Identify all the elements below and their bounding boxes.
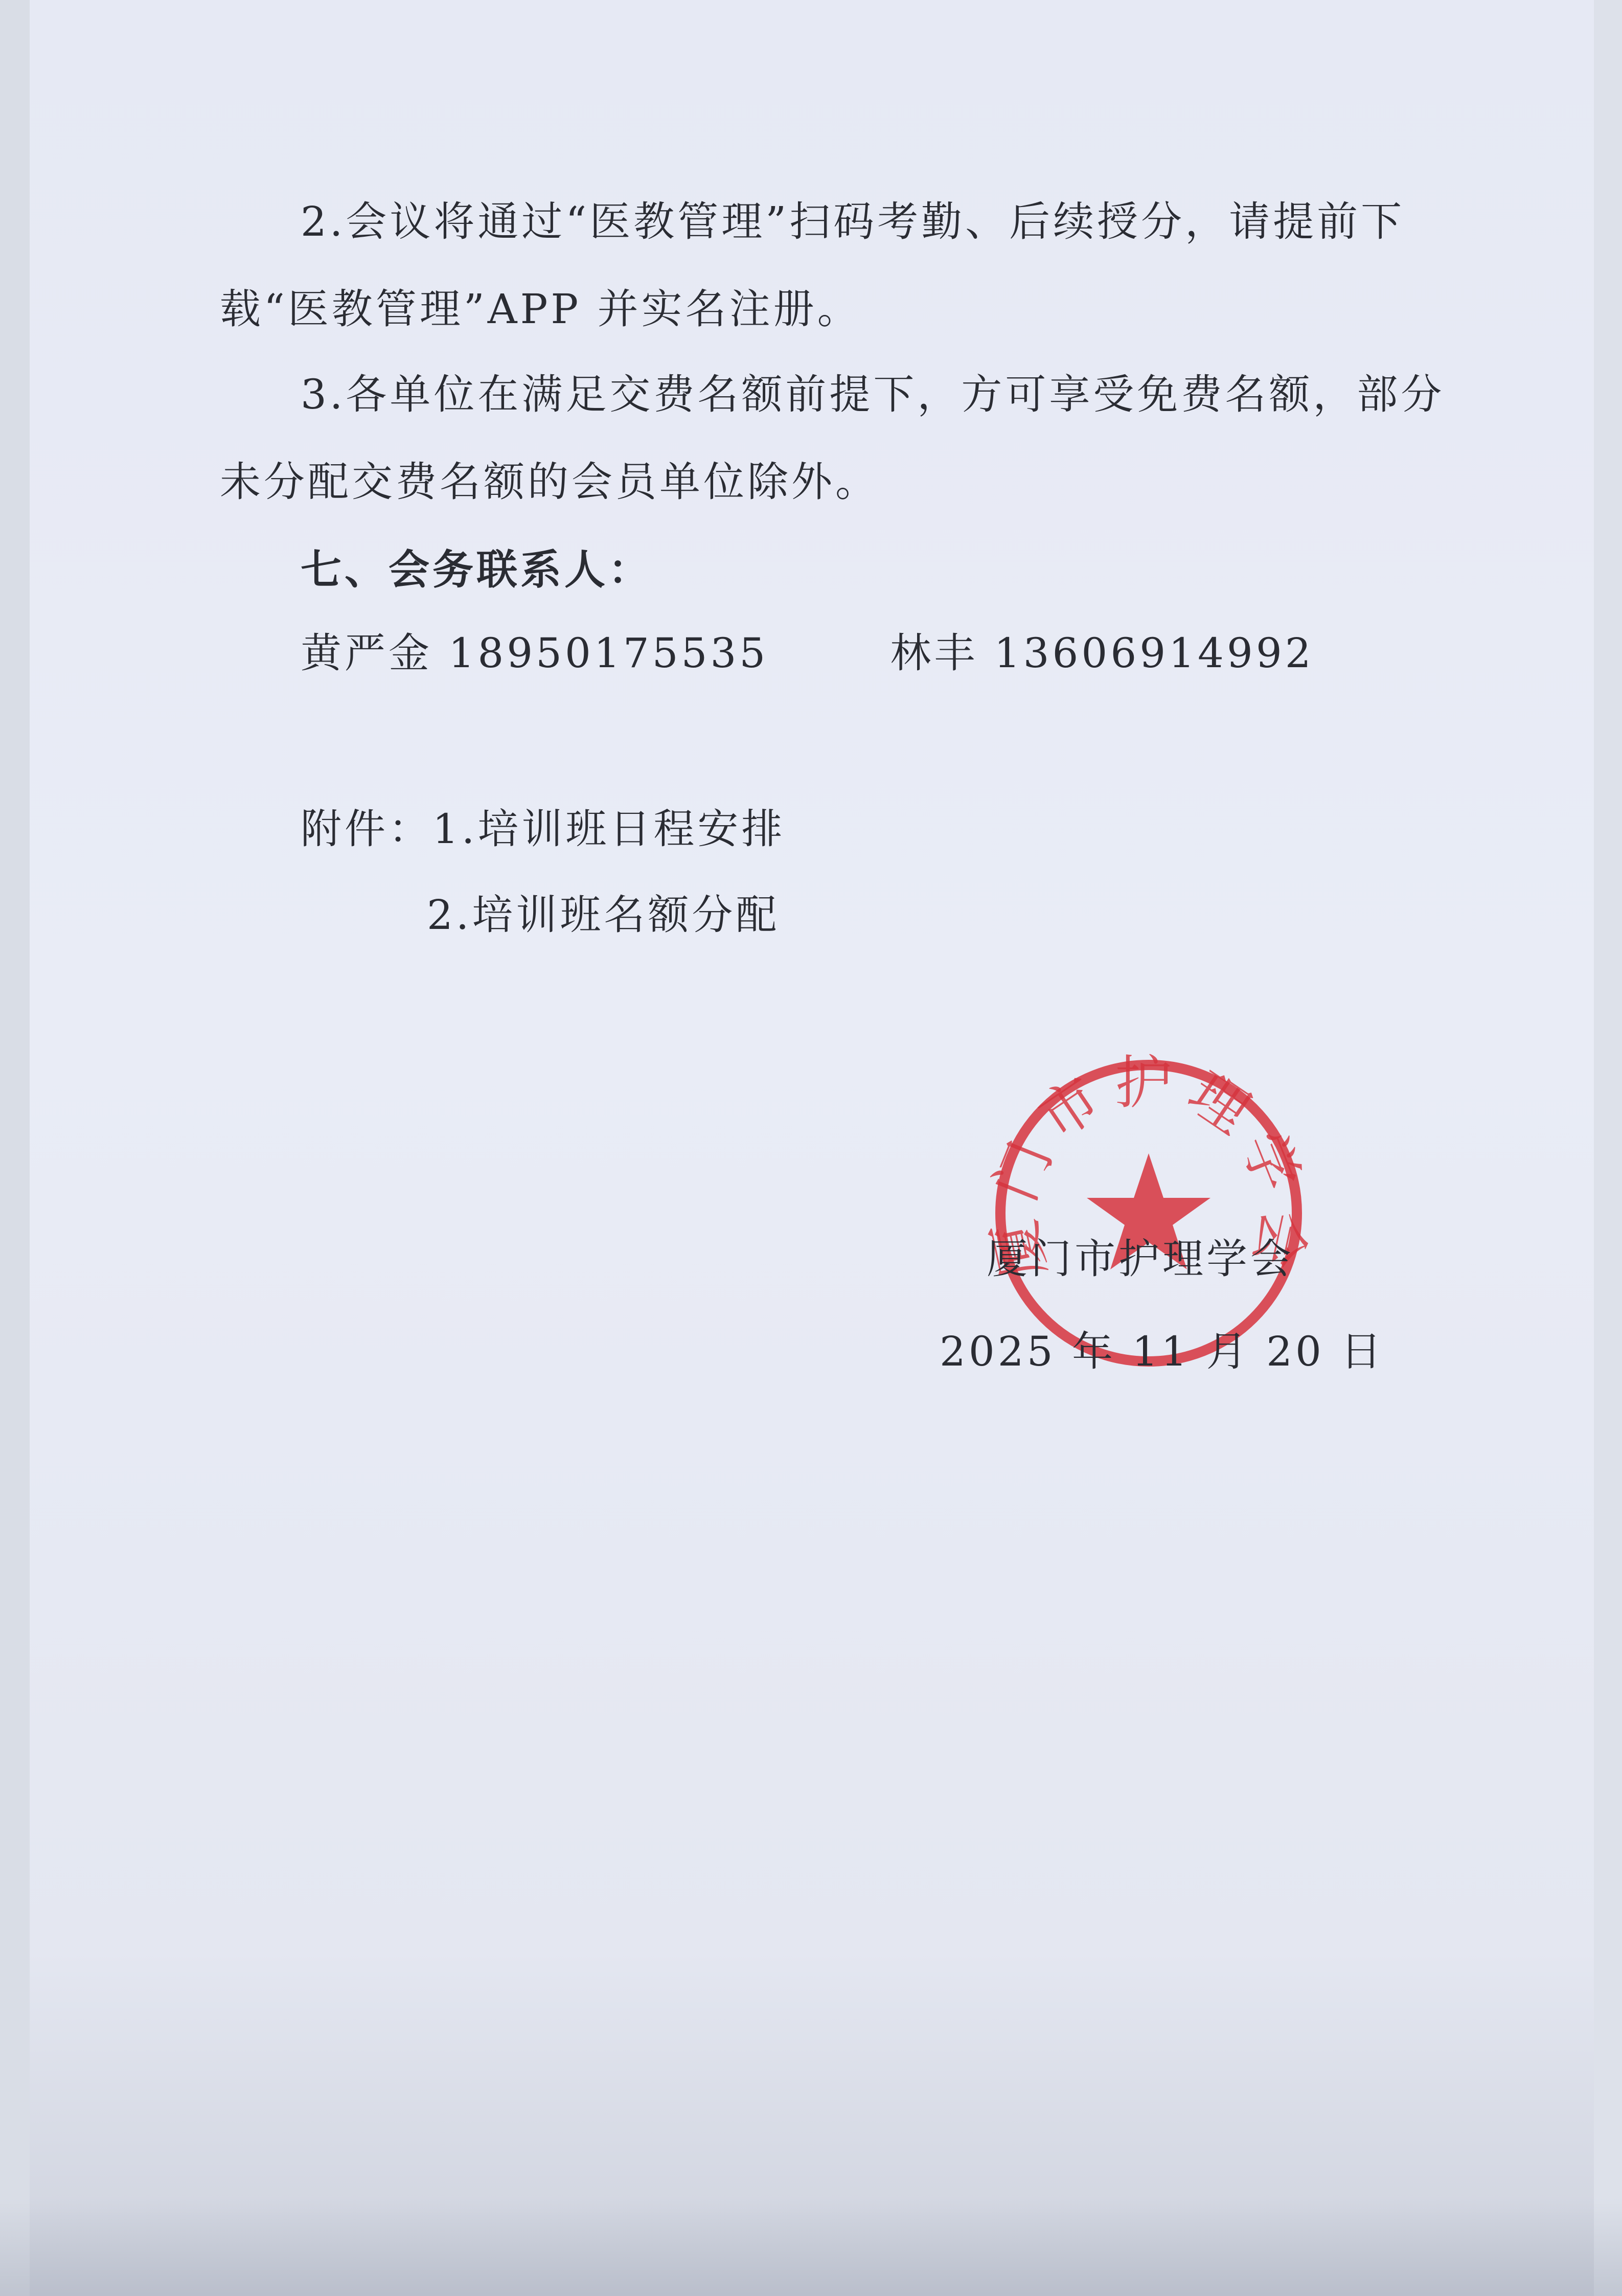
- attachment-line-1: 附件：1.培训班日程安排: [301, 805, 786, 853]
- signature-organization: 厦门市护理学会: [987, 1235, 1294, 1283]
- contact-person-2: 林丰 13606914992: [890, 629, 1314, 677]
- contacts-row: [301, 628, 1314, 679]
- seal-arc-text: 门市护理学: [988, 1052, 1310, 1211]
- item2-line1: 2.会议将通过“医教管理”扫码考勤、后续授分，请提前下: [301, 198, 1405, 245]
- scan-backdrop-right: [1594, 0, 1622, 2296]
- contact-person-1: 黄严金 18950175535: [301, 629, 769, 677]
- scan-backdrop-left: [0, 0, 30, 2296]
- item2-line2: 载“医教管理”APP 并实名注册。: [220, 285, 861, 333]
- scan-shadow: [0, 2198, 1622, 2296]
- item3-line2: 未分配交费名额的会员单位除外。: [220, 458, 879, 506]
- item3-line1: 3.各单位在满足交费名额前提下，方可享受免费名额，部分: [301, 371, 1445, 418]
- attachment-line-2: 2.培训班名额分配: [427, 891, 780, 939]
- document-page: [30, 0, 1594, 2296]
- contacts-heading: 七、会务联系人：: [301, 545, 652, 594]
- signature-date: 2025 年 11 月 20 日: [940, 1328, 1385, 1375]
